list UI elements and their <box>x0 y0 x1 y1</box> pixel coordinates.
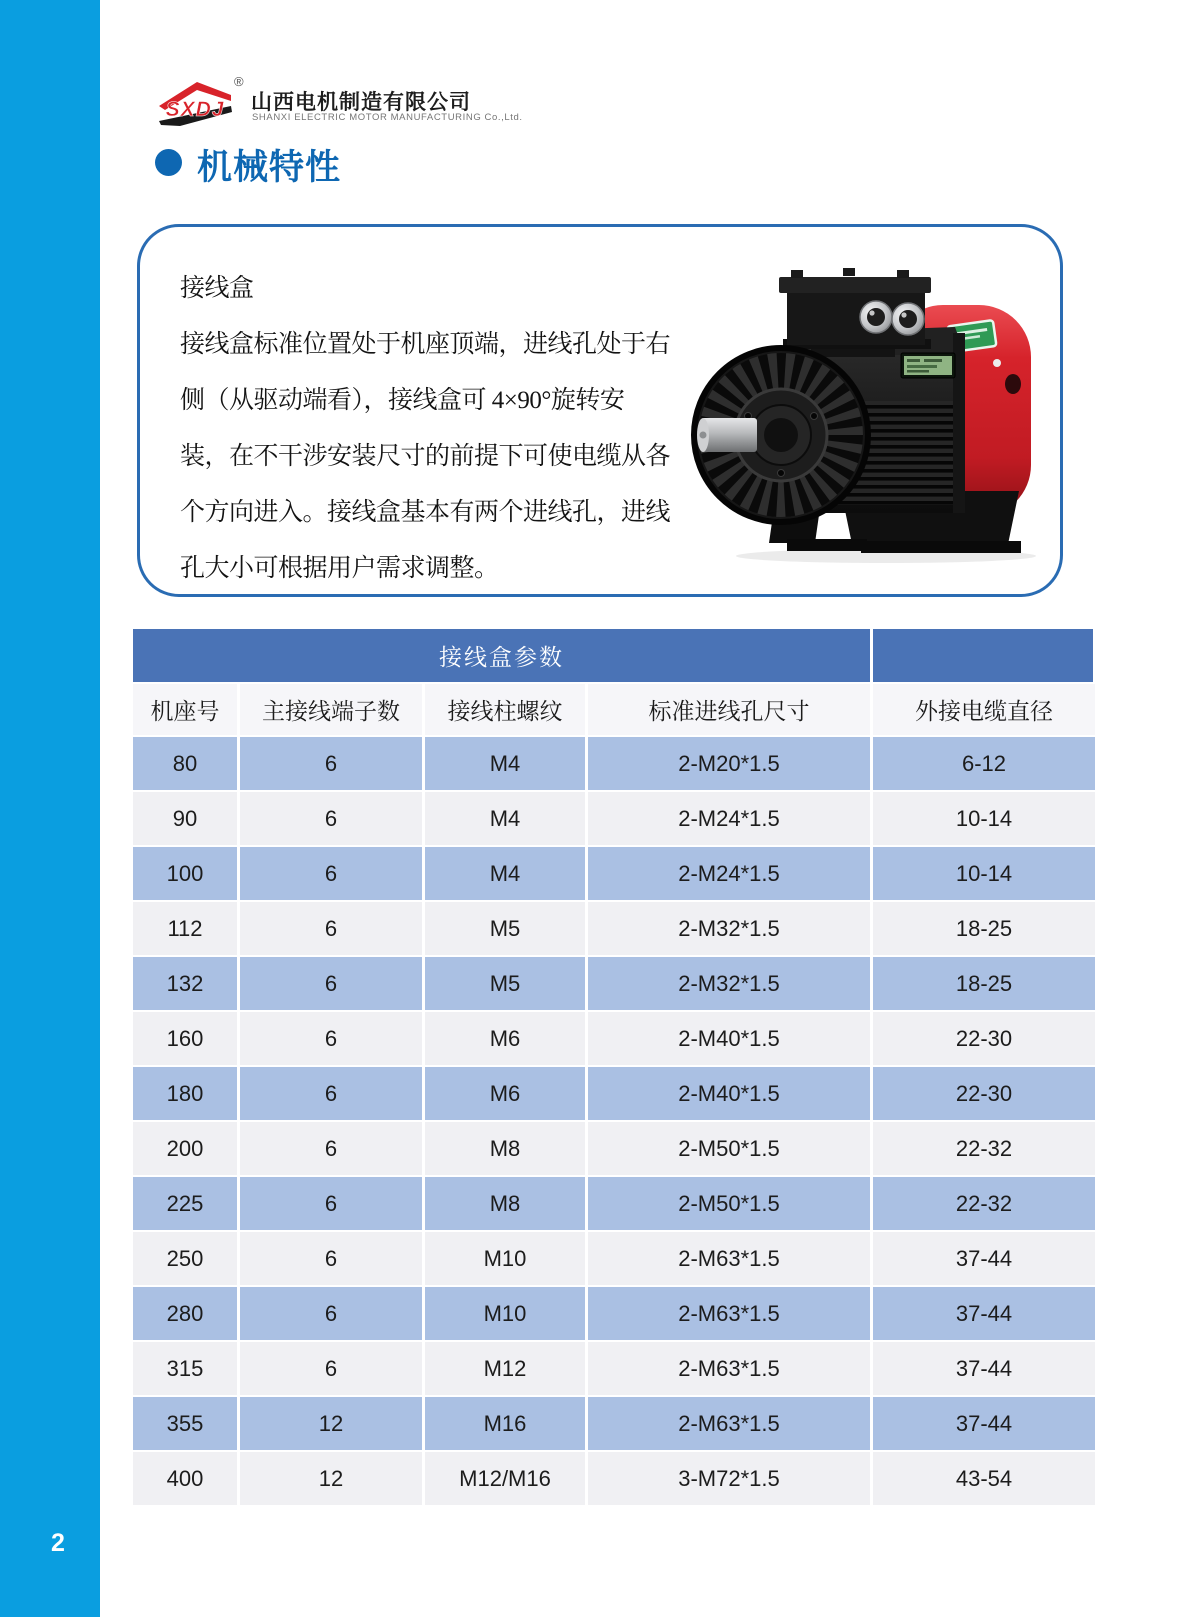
table-row <box>133 737 1093 790</box>
company-logo <box>158 80 232 126</box>
table-cell: 2-M63*1.5 <box>588 1397 870 1450</box>
table-row <box>133 902 1093 955</box>
table-cell: M12/M16 <box>425 1452 585 1505</box>
info-box-lines <box>180 317 710 597</box>
motor-product-image <box>691 253 1036 568</box>
table-cell: 2-M40*1.5 <box>588 1012 870 1065</box>
info-box-line: 个方向进入。接线盒基本有两个进线孔，进线 <box>180 499 671 526</box>
table-cell: 2-M24*1.5 <box>588 847 870 900</box>
company-name-cn: 山西电机制造有限公司 <box>251 91 471 114</box>
info-box-line: 装，在不干涉安装尺寸的前提下可使电缆从各 <box>180 443 671 470</box>
table-cell: 12 <box>240 1397 422 1450</box>
table-column-header: 接线柱螺纹 <box>425 684 585 735</box>
table-banner-right-cell <box>873 629 1093 682</box>
table-cell: 6 <box>240 1067 422 1120</box>
table-row <box>133 1067 1093 1120</box>
table-row <box>133 1342 1093 1395</box>
table-cell: 37-44 <box>873 1397 1095 1450</box>
table-cell: M8 <box>425 1177 585 1230</box>
table-cell: 22-32 <box>873 1177 1095 1230</box>
table-banner-row <box>133 629 1093 682</box>
table-cell: 160 <box>133 1012 237 1065</box>
table-cell: M4 <box>425 847 585 900</box>
table-cell: 2-M50*1.5 <box>588 1177 870 1230</box>
table-row <box>133 1122 1093 1175</box>
table-column-header: 标准进线孔尺寸 <box>588 684 870 735</box>
table-cell: 37-44 <box>873 1342 1095 1395</box>
info-box-line: 接线盒标准位置处于机座顶端，进线孔处于右 <box>180 331 671 358</box>
table-row <box>133 1177 1093 1230</box>
page-number: 2 <box>51 1529 65 1557</box>
table-cell: M16 <box>425 1397 585 1450</box>
motor-nameplate-panel <box>901 353 955 378</box>
table-cell: 250 <box>133 1232 237 1285</box>
table-cell: 2-M32*1.5 <box>588 902 870 955</box>
table-cell: M10 <box>425 1287 585 1340</box>
table-cell: 355 <box>133 1397 237 1450</box>
terminal-box-parameters-table <box>133 629 1093 1507</box>
table-cell: 6 <box>240 1177 422 1230</box>
table-cell: 6 <box>240 1122 422 1175</box>
left-accent-stripe <box>0 0 100 1617</box>
motor-shaft <box>697 418 757 452</box>
table-row <box>133 1232 1093 1285</box>
table-cell: 22-30 <box>873 1067 1095 1120</box>
table-row <box>133 847 1093 900</box>
table-cell: M5 <box>425 902 585 955</box>
info-box-line: 侧（从驱动端看），接线盒可 4×90°旋转安 <box>180 387 625 414</box>
table-cell: 132 <box>133 957 237 1010</box>
info-box-line: 孔大小可根据用户需求调整。 <box>180 555 499 582</box>
table-column-header: 主接线端子数 <box>240 684 422 735</box>
table-cell: M4 <box>425 792 585 845</box>
cable-gland-icon <box>860 301 892 333</box>
table-cell: 180 <box>133 1067 237 1120</box>
table-cell: 6 <box>240 792 422 845</box>
table-cell: 2-M63*1.5 <box>588 1287 870 1340</box>
table-cell: 280 <box>133 1287 237 1340</box>
table-row <box>133 1287 1093 1340</box>
table-cell: 43-54 <box>873 1452 1095 1505</box>
table-cell: 6 <box>240 1342 422 1395</box>
table-cell: 6-12 <box>873 737 1095 790</box>
table-cell: 10-14 <box>873 792 1095 845</box>
table-cell: 22-32 <box>873 1122 1095 1175</box>
section-title: 机械特性 <box>197 148 342 187</box>
table-cell: M6 <box>425 1067 585 1120</box>
terminal-box-info-panel <box>137 224 1063 597</box>
table-cell: 90 <box>133 792 237 845</box>
table-header-row <box>133 684 1093 735</box>
table-cell: 200 <box>133 1122 237 1175</box>
table-cell: M5 <box>425 957 585 1010</box>
section-bullet-icon <box>155 149 182 176</box>
table-cell: 100 <box>133 847 237 900</box>
table-column-header: 外接电缆直径 <box>873 684 1095 735</box>
table-cell: 6 <box>240 1012 422 1065</box>
table-cell: 112 <box>133 902 237 955</box>
table-cell: M12 <box>425 1342 585 1395</box>
table-banner-title: 接线盒参数 <box>133 629 870 682</box>
table-cell: M4 <box>425 737 585 790</box>
table-body <box>133 737 1093 1505</box>
cable-gland-icon <box>892 303 924 335</box>
table-cell: 6 <box>240 847 422 900</box>
info-box-title: 接线盒 <box>180 275 254 302</box>
registered-trademark-icon: ® <box>234 74 244 89</box>
table-cell: 315 <box>133 1342 237 1395</box>
motor-terminal-box <box>779 268 931 357</box>
table-cell: M10 <box>425 1232 585 1285</box>
table-cell: 2-M24*1.5 <box>588 792 870 845</box>
table-cell: 6 <box>240 1232 422 1285</box>
table-column-header: 机座号 <box>133 684 237 735</box>
table-cell: 3-M72*1.5 <box>588 1452 870 1505</box>
table-cell: M8 <box>425 1122 585 1175</box>
table-cell: 2-M32*1.5 <box>588 957 870 1010</box>
table-row <box>133 1012 1093 1065</box>
table-row <box>133 792 1093 845</box>
logo-text: SXDJ <box>165 98 225 121</box>
table-cell: 10-14 <box>873 847 1095 900</box>
table-cell: 80 <box>133 737 237 790</box>
table-cell: M6 <box>425 1012 585 1065</box>
table-row <box>133 1397 1093 1450</box>
table-cell: 37-44 <box>873 1232 1095 1285</box>
table-cell: 18-25 <box>873 902 1095 955</box>
table-cell: 2-M50*1.5 <box>588 1122 870 1175</box>
table-cell: 2-M20*1.5 <box>588 737 870 790</box>
table-cell: 2-M40*1.5 <box>588 1067 870 1120</box>
table-row <box>133 957 1093 1010</box>
table-row <box>133 1452 1093 1505</box>
table-cell: 400 <box>133 1452 237 1505</box>
table-cell: 6 <box>240 737 422 790</box>
table-cell: 2-M63*1.5 <box>588 1342 870 1395</box>
table-cell: 22-30 <box>873 1012 1095 1065</box>
company-name-en: SHANXI ELECTRIC MOTOR MANUFACTURING Co.,Ltd. <box>252 112 523 123</box>
info-box-text <box>180 261 710 597</box>
table-cell: 225 <box>133 1177 237 1230</box>
table-cell: 37-44 <box>873 1287 1095 1340</box>
table-cell: 6 <box>240 902 422 955</box>
table-cell: 12 <box>240 1452 422 1505</box>
table-cell: 6 <box>240 1287 422 1340</box>
table-cell: 6 <box>240 957 422 1010</box>
table-cell: 18-25 <box>873 957 1095 1010</box>
table-cell: 2-M63*1.5 <box>588 1232 870 1285</box>
